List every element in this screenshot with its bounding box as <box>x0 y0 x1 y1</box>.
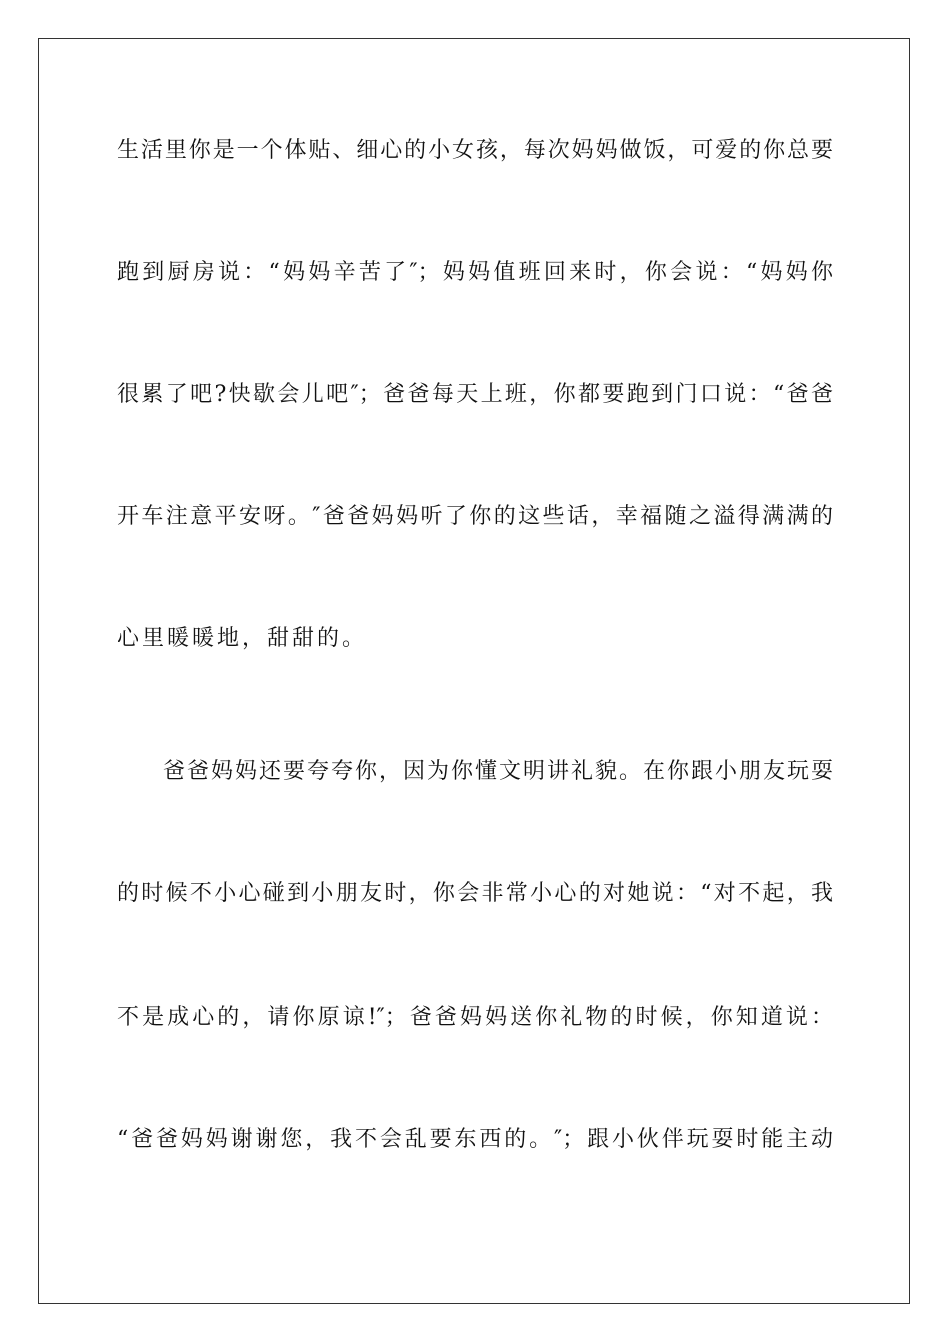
paragraph-1-line-1: 生活里你是一个体贴、细心的小女孩，每次妈妈做饭，可爱的你总要 <box>117 138 833 163</box>
paragraph-1-line-3: 很累了吧?快歇会儿吧″；爸爸每天上班，你都要跑到门口说：“爸爸 <box>117 382 833 407</box>
paragraph-2-line-1: 爸爸妈妈还要夸夸你，因为你懂文明讲礼貌。在你跟小朋友玩耍 <box>163 759 833 784</box>
paragraph-2-line-4: “爸爸妈妈谢谢您，我不会乱要东西的。″；跟小伙伴玩耍时能主动 <box>117 1127 833 1152</box>
paragraph-2-line-2: 的时候不小心碰到小朋友时，你会非常小心的对她说：“对不起，我 <box>117 881 833 906</box>
paragraph-1-line-2: 跑到厨房说：“妈妈辛苦了″；妈妈值班回来时，你会说：“妈妈你 <box>117 260 833 285</box>
paragraph-1-line-5: 心里暖暖地，甜甜的。 <box>117 626 368 651</box>
paragraph-1-line-4: 开车注意平安呀。″爸爸妈妈听了你的这些话，幸福随之溢得满满的 <box>117 504 833 529</box>
page-border <box>38 38 910 1304</box>
paragraph-2-line-3: 不是成心的，请你原谅!″；爸爸妈妈送你礼物的时候，你知道说： <box>117 1005 833 1030</box>
